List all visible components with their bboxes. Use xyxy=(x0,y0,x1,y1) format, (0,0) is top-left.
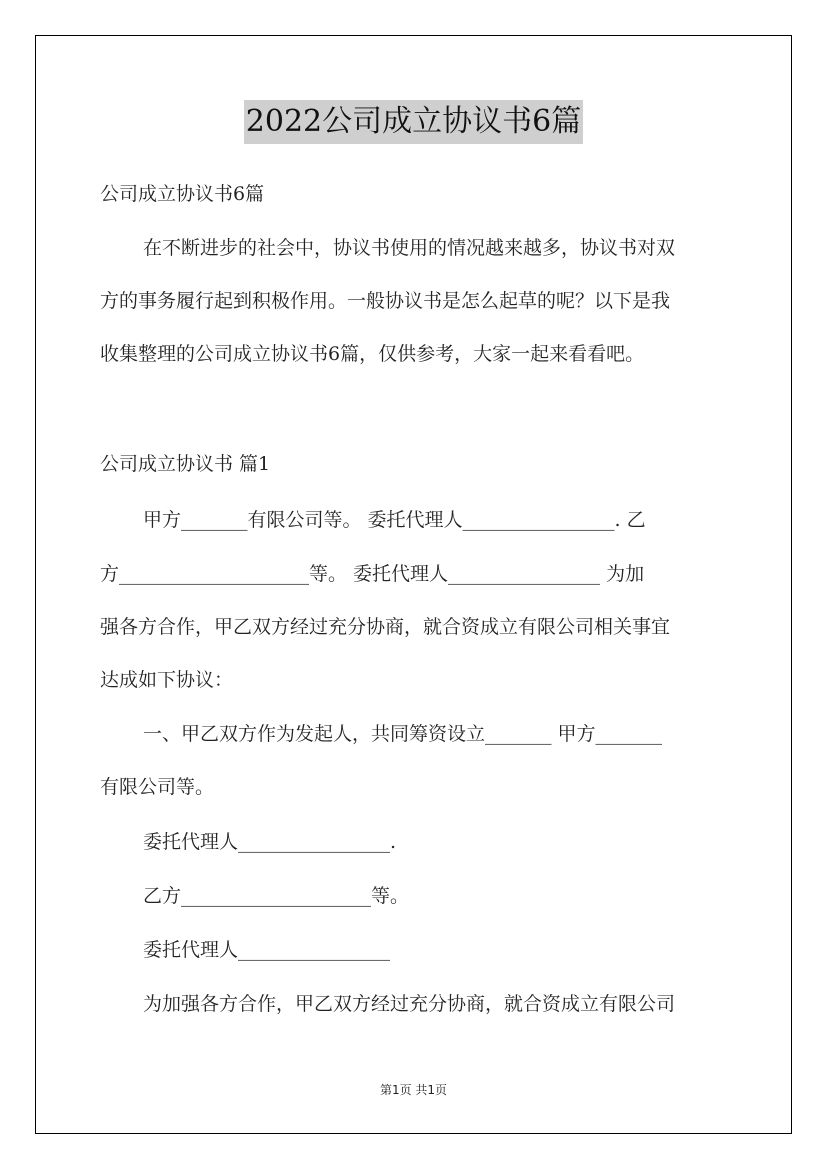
intro-line-2: 方的事务履行起到积极作用。一般协议书是怎么起草的呢？以下是我 xyxy=(100,290,671,312)
document-title-text: 2022公司成立协议书6篇 xyxy=(244,100,583,144)
intro-line-3: 收集整理的公司成立协议书6篇，仅供参考，大家一起来看看吧。 xyxy=(100,343,645,365)
body-line-6: 有限公司等。 xyxy=(100,776,215,798)
body-line-7: 委托代理人________________. xyxy=(143,831,397,853)
body-line-5: 一、甲乙双方作为发起人，共同筹资设立_______ 甲方_______ xyxy=(143,723,663,745)
body-line-4: 达成如下协议： xyxy=(100,669,234,691)
body-line-8: 乙方____________________等。 xyxy=(143,885,410,907)
section-heading: 公司成立协议书 篇1 xyxy=(100,453,271,475)
body-line-3: 强各方合作，甲乙双方经过充分协商，就合资成立有限公司相关事宜 xyxy=(100,616,671,638)
document-title xyxy=(0,100,827,144)
body-line-2: 方____________________等。 委托代理人________________ 为加 xyxy=(100,563,645,585)
intro-line-1: 在不断进步的社会中，协议书使用的情况越来越多，协议书对双 xyxy=(143,237,676,259)
document-subtitle: 公司成立协议书6篇 xyxy=(100,183,265,205)
page-footer: 第1页 共1页 xyxy=(379,1083,448,1097)
body-line-9: 委托代理人________________ xyxy=(143,939,391,961)
body-line-10: 为加强各方合作，甲乙双方经过充分协商，就合资成立有限公司 xyxy=(143,993,676,1015)
body-line-1: 甲方_______有限公司等。 委托代理人________________. 乙 xyxy=(143,509,646,531)
